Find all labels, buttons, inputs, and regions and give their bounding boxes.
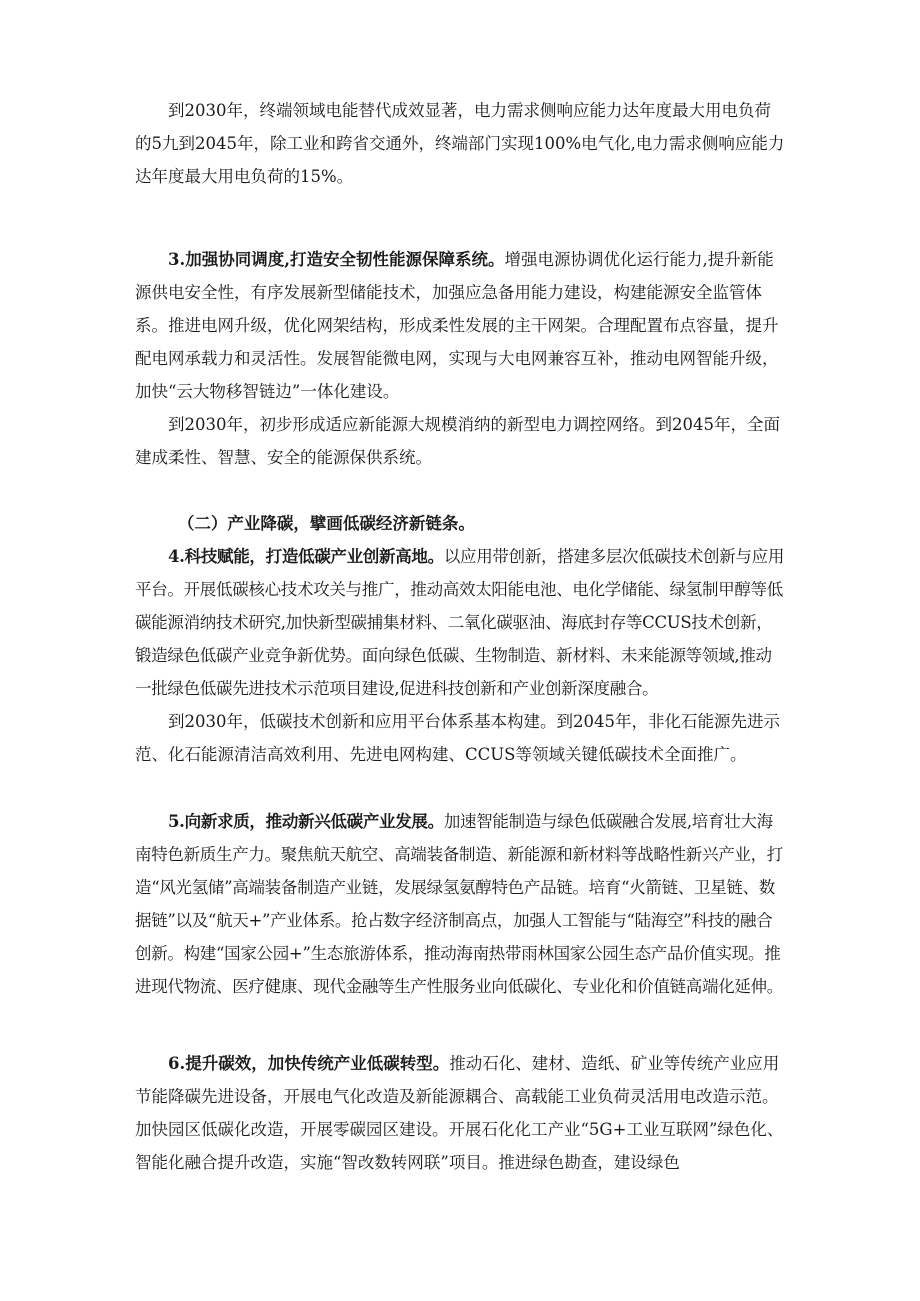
body-text: 到2030年，终端领域电能替代成效显著，电力需求侧响应能力达年度最大用电负荷的5九到2045年，除工业和跨省交通外，终端部门实现100%电气化,电力需求侧响应能力达年度最大用电负荷的15%。	[135, 101, 785, 186]
section-3-body: 增强电源协调优化运行能力,提升新能源供电安全性，有序发展新型储能技术，加强应急备用能力建设，构建能源安全监管体系。推进电网升级，优化网架结构，形成柔性发展的主干网架。合理配置布点容量，提升配电网承载力和灵活性。发展智能微电网，实现与大电网兼容互补，推动电网智能升级，加快“云大物移智链边”一体化建设。	[135, 250, 779, 401]
section-4-goal: 到2030年，低碳技术创新和应用平台体系基本构建。到2045年，非化石能源先进示范、化石能源清洁高效利用、先进电网构建、CCUS等领域关键低碳技术全面推广。	[135, 712, 780, 764]
section-6-body: 推动石化、建材、造纸、矿业等传统产业应用节能降碳先进设备，开展电气化改造及新能源耦合、高载能工业负荷灵活用电改造示范。加快园区低碳化改造，开展零碳园区建设。开展石化化工产业“5G+工业互联网”绿色化、智能化融合提升改造，实施“智改数转网联”项目。推进绿色勘查，建设绿色	[135, 1054, 784, 1172]
section-3-goal: 到2030年，初步形成适应新能源大规模消纳的新型电力调控网络。到2045年，全面建成柔性、智慧、安全的能源保供系统。	[135, 415, 780, 467]
section-3-title: 3.加强协同调度,打造安全韧性能源保障系统。	[168, 250, 505, 269]
section-6	[135, 1047, 785, 1179]
section-3	[135, 243, 785, 474]
part-2-heading: （二）产业降碳，擘画低碳经济新链条。	[177, 514, 475, 533]
section-4-title: 4.科技赋能，打造低碳产业创新高地。	[168, 547, 444, 566]
section-6-title: 6.提升碳效，加快传统产业低碳转型。	[168, 1054, 450, 1073]
section-5-body: 加速智能制造与绿色低碳融合发展,培育壮大海南特色新质生产力。聚焦航天航空、高端装备制造、新能源和新材料等战略性新兴产业，打造“风光氢储”高端装备制造产业链，发展绿氢氨醇特色产品链。培育“火箭链、卫星链、数据链”以及“航天+”产业体系。抢占数字经济制高点，加强人工智能与“陆海空”科技的融合创新。构建“国家公园+”生态旅游体系，推动海南热带雨林国家公园生态产品价值实现。推进现代物流、医疗健康、现代金融等生产性服务业向低碳化、专业化和价值链高端化延伸。	[135, 812, 784, 996]
paragraph-2030-electrification	[135, 94, 785, 193]
section-5-title: 5.向新求质，推动新兴低碳产业发展。	[168, 812, 444, 831]
section-4-body: 以应用带创新，搭建多层次低碳技术创新与应用平台。开展低碳核心技术攻关与推广，推动高效太阳能电池、电化学储能、绿氢制甲醇等低碳能源消纳技术研究,加快新型碳捕集材料、二氧化碳驱油、海底封存等CCUS技术创新，锻造绿色低碳产业竞争新优势。面向绿色低碳、生物制造、新材料、未来能源等领域,推动一批绿色低碳先进技术示范项目建设,促进科技创新和产业创新深度融合。	[135, 547, 785, 698]
section-5	[135, 805, 785, 1003]
part-2	[135, 507, 785, 771]
